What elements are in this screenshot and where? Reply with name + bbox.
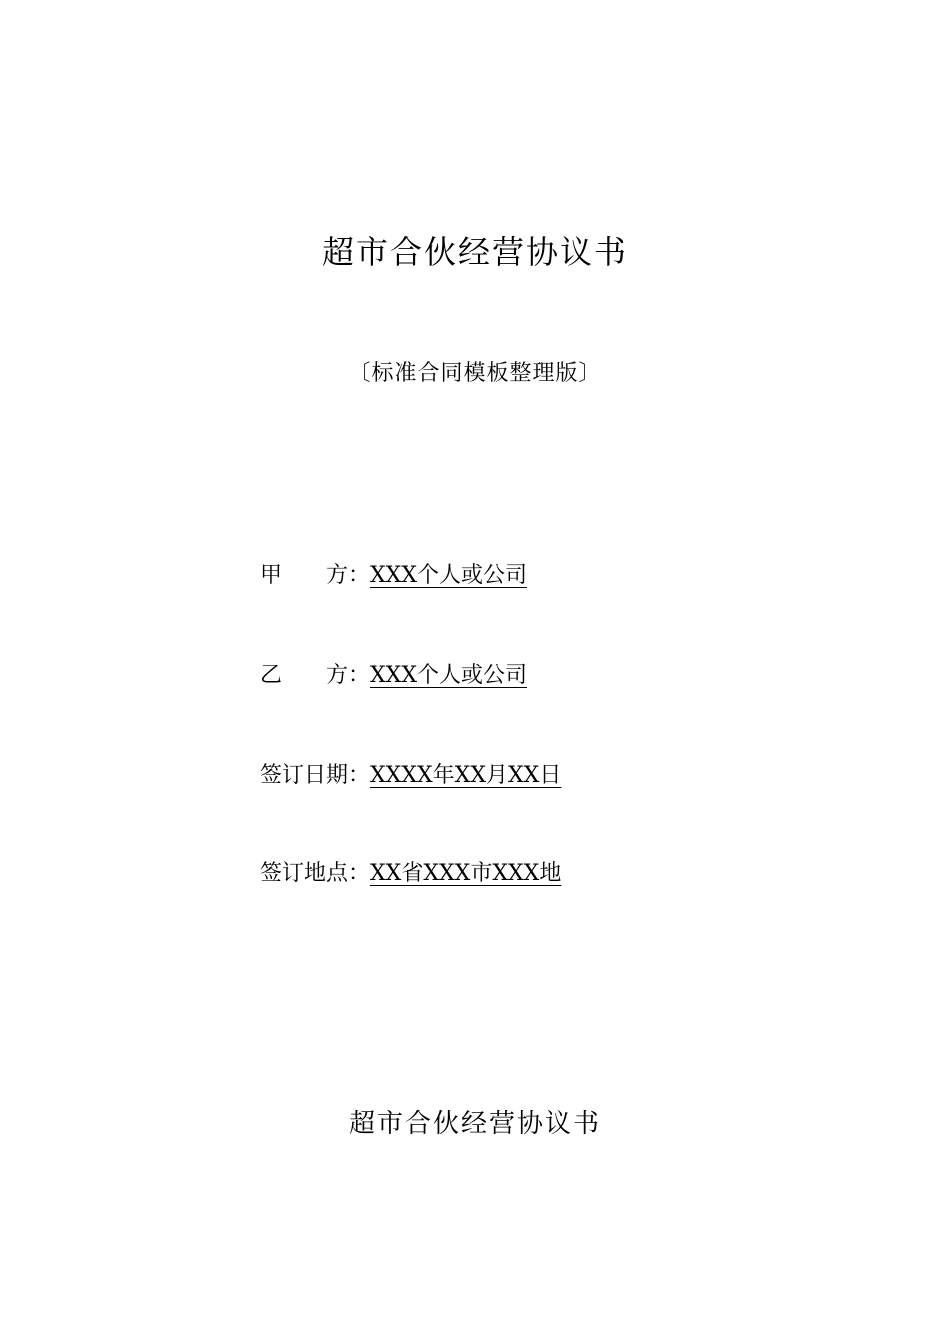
sign-date-value-text: XXXX年XX月XX日: [370, 763, 562, 788]
sign-date-field: [260, 760, 587, 792]
sign-place-value: [370, 858, 573, 890]
party-b-value-text: XXX个人或公司: [370, 663, 528, 688]
sign-place-value-text: XX省XXX市XXX地: [370, 861, 562, 886]
sign-place-field: [260, 858, 573, 890]
party-b-value: [370, 660, 581, 692]
party-a-label: 甲 方：: [260, 563, 371, 588]
sign-place-label: 签订地点：: [260, 861, 371, 886]
party-b-field: [260, 660, 581, 692]
sign-date-value: [370, 760, 587, 792]
party-b-label: 乙 方：: [260, 663, 371, 688]
document-subtitle: 〔标准合同模板整理版〕: [348, 361, 602, 386]
party-a-value-text: XXX个人或公司: [370, 563, 528, 588]
body-title: 超市合伙经营协议书: [348, 1109, 601, 1139]
party-a-field: [260, 560, 581, 592]
party-a-value: [370, 560, 581, 592]
sign-date-label: 签订日期：: [260, 763, 371, 788]
document-title: 超市合伙经营协议书: [321, 233, 628, 271]
